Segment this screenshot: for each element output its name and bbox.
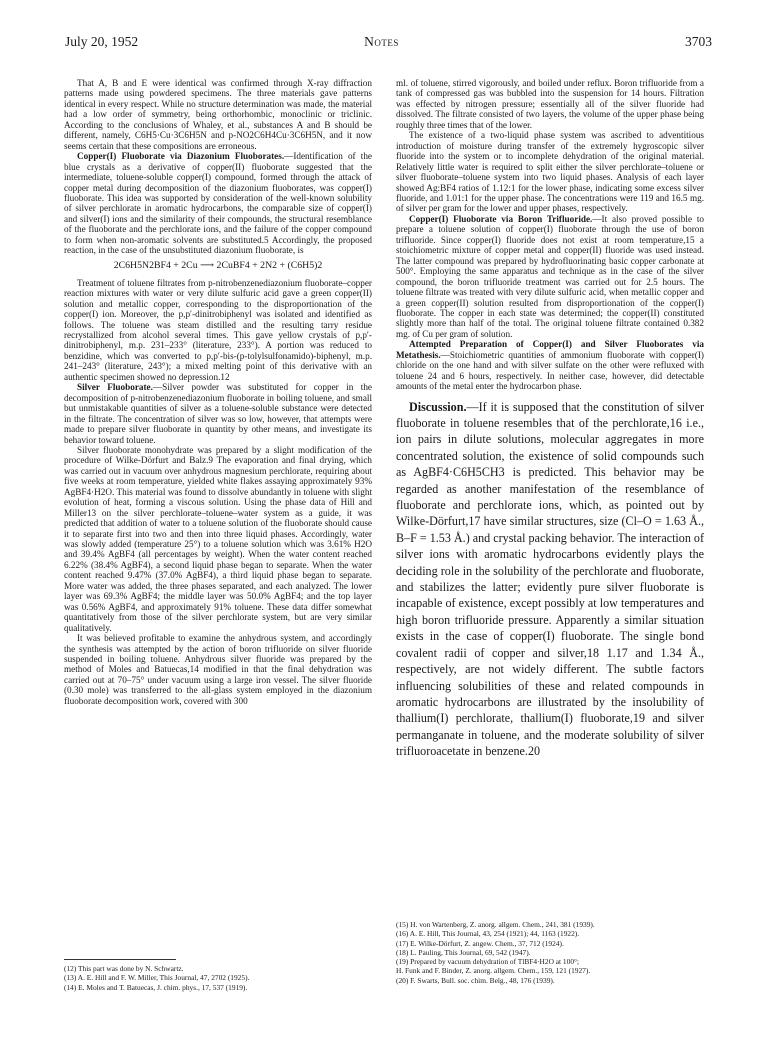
header-page-number: 3703 <box>685 34 712 49</box>
paragraph-two-phase: The existence of a two-liquid phase system was ascribed to adventitious introduction of moisture during transfer of the extremely hygroscopic silver fluoride into the system or to incomplete dehydration of the original material. Relatively little water is required to split either the silver perchlorate–toluene or silver fluoborate–toluene system into two liquid phases. Analysis of each layer showed Ag:BF4 ratios of 1.12:1 for the lower phase, indicating some excess silver fluoride, and 1.01:1 for the upper phase. The concentrations were 119 and 16.5 mg. of silver per gram for the lower and upper phases, respectively. <box>396 130 704 214</box>
header-date: July 20, 1952 <box>65 34 139 49</box>
section-heading: Attempted Preparation of Copper(I) and Silver Fluoborates via Metathesis. <box>396 339 704 360</box>
footnote: (13) A. E. Hill and F. W. Miller, This Journal, 47, 2702 (1925). <box>64 973 250 983</box>
paragraph-metathesis <box>396 339 704 391</box>
footnote: (19) Prepared by vacuum dehydration of TlBF4·H2O at 100°; <box>396 957 580 967</box>
section-heading: Discussion. <box>409 399 467 414</box>
paragraph-treatment: Treatment of toluene filtrates from p-nitrobenzenediazonium fluoborate–copper reaction mixtures with water or very dilute sulfuric acid gave a green copper(II) solution and metallic copper, corresponding to the disproportionation of the copper(I) ion. Moreover, the p,p′-dinitrobiphenyl was isolated and identified as follows. The toluene was steam distilled and the resulting tarry residue recrystallized from alcohol several times. This gave yellow crystals of p,p′-dinitrobiphenyl, m.p. 231–233° (literature, 233°). A portion was reduced to benzidine, which was converted to p,p′-bis-(p-tolylsulfonamido)-biphenyl, m.p. 241–243° (literature, 243°); a mixed melting point of this derivative with an authentic specimen showed no depression.12 <box>64 277 372 382</box>
section-heading: Copper(I) Fluoborate via Boron Trifluoride. <box>409 213 593 224</box>
paragraph-silver-fluoborate <box>64 382 372 445</box>
paragraph-copper-fluoborate-diazonium <box>64 151 372 256</box>
footnote: (14) E. Moles and T. Batuecas, J. chim. phys., 17, 537 (1919). <box>64 982 248 992</box>
footnote: (12) This part was done by N. Schwartz. <box>64 964 184 973</box>
paragraph-anhydrous: It was believed profitable to examine the anhydrous system, and accordingly the synthesis was attempted by the action of boron trifluoride on silver fluoride suspended in boiling toluene. Anhydrous silver fluoride was prepared by the method of Moles and Batuecas,14 modified in that the final dehydration was carried out at 70–75° under vacuum using a large iron vessel. The silver fluoride (0.30 mole) was transferred to the all-glass system employed in the diazonium fluoborate decomposition work, covered with 300 <box>64 633 372 706</box>
footnote: (17) E. Wilke-Dörfurt, Z. angew. Chem., 37, 712 (1924). <box>396 938 564 948</box>
header-section: Notes <box>364 34 399 49</box>
right-column <box>396 78 704 760</box>
paragraph-xray: That A, B and E were identical was confirmed through X-ray diffraction patterns made using powdered specimens. The three materials gave patterns identical in every respect. While no structure determination was made, the material had a low order of symmetry, being orthorhombic, monoclinic or triclinic. According to the conclusions of Whaley, et al., substances A and B should be different, namely, C6H5·Cu·3C6H5N and p-NO2C6H4Cu·3C6H5N, and it now seems certain that these compositions are erroneous. <box>64 78 372 151</box>
paragraph-discussion <box>396 399 704 760</box>
paragraph-text: —It also proved possible to prepare a toluene solution of copper(I) fluoborate through the use of boron trifluoride. Since copper(I) fluoride does not exist at room temperature,15 a stoichiometric mixture of copper metal and copper(II) fluoride was used instead. The latter compound was prepared by hydrofluorinating basic copper carbonate at 500°. Employing the same apparatus and technique as in the case of the silver compound, the boron trifluoride treatment was carried out for 2.5 hours. The toluene filtrate was treated with very dilute sulfuric acid, when metallic copper and a green copper(II) solution resulted from disproportionation of the copper(I) fluoborate. The copper in each state was determined; the copper(II) constituted slightly more than half of the total. The original toluene filtrate contained 0.382 mg. of Cu per gram of solution. <box>396 213 704 339</box>
footnote: (15) H. von Wartenberg, Z. anorg. allgem. Chem., 241, 381 (1939). <box>396 920 595 929</box>
footnote: H. Funk and F. Binder, Z. anorg. allgem. Chem., 159, 121 (1927). <box>396 966 591 976</box>
footnotes-left <box>64 964 372 992</box>
paragraph-copper-fluoborate-bf3 <box>396 214 704 339</box>
footnote-rule <box>64 959 176 960</box>
paragraph-text: —Silver powder was substituted for copper in the decomposition of p-nitrobenzenediazonium fluoborate in boiling toluene, and small but unmistakable quantities of silver as a toluene-soluble substance were detected in the filtrate. The concentration of silver was so low, however, that attempts were made to prepare silver fluoborate in quantity by other means, and investigate its behavior toward toluene. <box>64 382 372 445</box>
section-heading: Silver Fluoborate. <box>77 382 153 393</box>
footnote: (18) L. Pauling, This Journal, 69, 542 (1947). <box>396 947 531 957</box>
footnote: (16) A. E. Hill, This Journal, 43, 254 (1921); 44, 1163 (1922). <box>396 929 580 939</box>
left-column <box>64 78 372 706</box>
paragraph-text: —Stoichiometric quantities of ammonium fluoborate with copper(I) chloride on the one hand and with silver sulfate on the other were refluxed with toluene 24 and 6 hours, respectively. In neither case, however, did detectable amounts of the metal enter the hydrocarbon phase. <box>396 349 704 392</box>
paragraph-monohydrate: Silver fluoborate monohydrate was prepared by a slight modification of the procedure of Wilke-Dörfurt and Balz.9 The evaporation and final drying, which was carried out in vacuum over anhydrous magnesium perchlorate, requiring about five weeks at room temperature, yielded white flakes assaying approximately 93% AgBF4·H2O. This material was found to dissolve abundantly in toluene with slight evolution of heat, forming a viscous solution. Using the phase data of Hill and Miller13 on the silver perchlorate–toluene–water system as a guide, it was predicted that addition of water to a toluene solution of the fluoborate should cause it to separate first into two and then into three liquid phases. Accordingly, water was slowly added (temperature 25°) to a toluene solution which was 3.61% H2O and 39.4% AgBF4 (all percentages by weight). When the water content reached 6.22% (38.4% AgBF4), a second liquid phase began to separate. When the water content reached 9.47% (37.0% AgBF4), a third liquid phase began to separate. More water was added, the three phases separated, and each analyzed. The lower layer was 69.3% AgBF4; the middle layer was 50.0% AgBF4; and the top layer was 0.56% AgBF4, and approximately 91% toluene. These data differ somewhat quantitatively from those of the silver perchlorate system, but are very similar qualitatively. <box>64 444 372 633</box>
paragraph-text: —If it is supposed that the constitution of silver fluoborate in toluene resembles that of the perchlorate,16 i.e., ion pairs in dilute solutions, molecular aggregates in more concentrated solution, the existence of solid compounds such as AgBF4·C6H5CH3 is predicted. This behavior may be regarded as another manifestation of the resemblance of fluoborate and perchlorate ions, which, as pointed out by Wilke-Dörfurt,17 have similar structures, size (Cl–O = 1.63 Å., B–F = 1.53 Å.) and crystal packing behavior. The interaction of silver ions with aromatic hydrocarbons evidently plays the deciding role in the solubility of the perchlorate and fluoborate, and stabilizes the latter; evidently pure silver fluoborate is incapable of existence, except possibly at low temperatures and high boron trifluoride pressure. Apparently a similar situation exists in the case of copper(I) fluoborate. The single bond covalent radii of copper and silver,18 1.17 and 1.34 Å., respectively, are not widely different. The subtle factors influencing solubilities of these and related compounds in aromatic hydrocarbons are illustrated by the insolubility of thallium(I) perchlorate, thallium(I) fluoborate,19 and silver permanganate in toluene, and the moderate solubility of silver trifluoroacetate in benzene.20 <box>396 399 704 759</box>
footnote: (20) F. Swarts, Bull. soc. chim. Belg., 48, 176 (1939). <box>396 975 555 985</box>
paragraph-text: —Identification of the blue crystals as a derivative of copper(II) fluoborate suggested that the intermediate, toluene-soluble copper(I) compound, formed through the attack of copper metal during decomposition of the diazonium fluoborates, was copper(I) fluoborate. This idea was supported by consideration of the well-known solubility of silver perchlorate in aromatic hydrocarbons, the comparable size of copper(I) and silver(I) ions and the similarity of their compounds, the structural resemblance of the fluoborate and the perchlorate ions, and the failure of the copper compound to form when non-aromatic solvents are substituted.5 Accordingly, the proposed reaction, in the case of the unsubstituted diazonium fluoborate, is <box>64 151 372 256</box>
footnotes-right <box>396 920 716 985</box>
paragraph-continued: ml. of toluene, stirred vigorously, and boiled under reflux. Boron trifluoride from a tank of compressed gas was bubbled into the suspension for 14 hours. Filtration was effected by nitrogen pressure; essentially all of the silver fluoride had dissolved. The filtrate consisted of two layers, the volume of the upper phase being roughly three times that of the lower. <box>396 78 704 130</box>
section-heading: Copper(I) Fluoborate via Diazonium Fluoborates. <box>77 151 285 162</box>
reaction-equation: 2C6H5N2BF4 + 2Cu ⟶ 2CuBF4 + 2N2 + (C6H5)2 <box>113 259 323 271</box>
